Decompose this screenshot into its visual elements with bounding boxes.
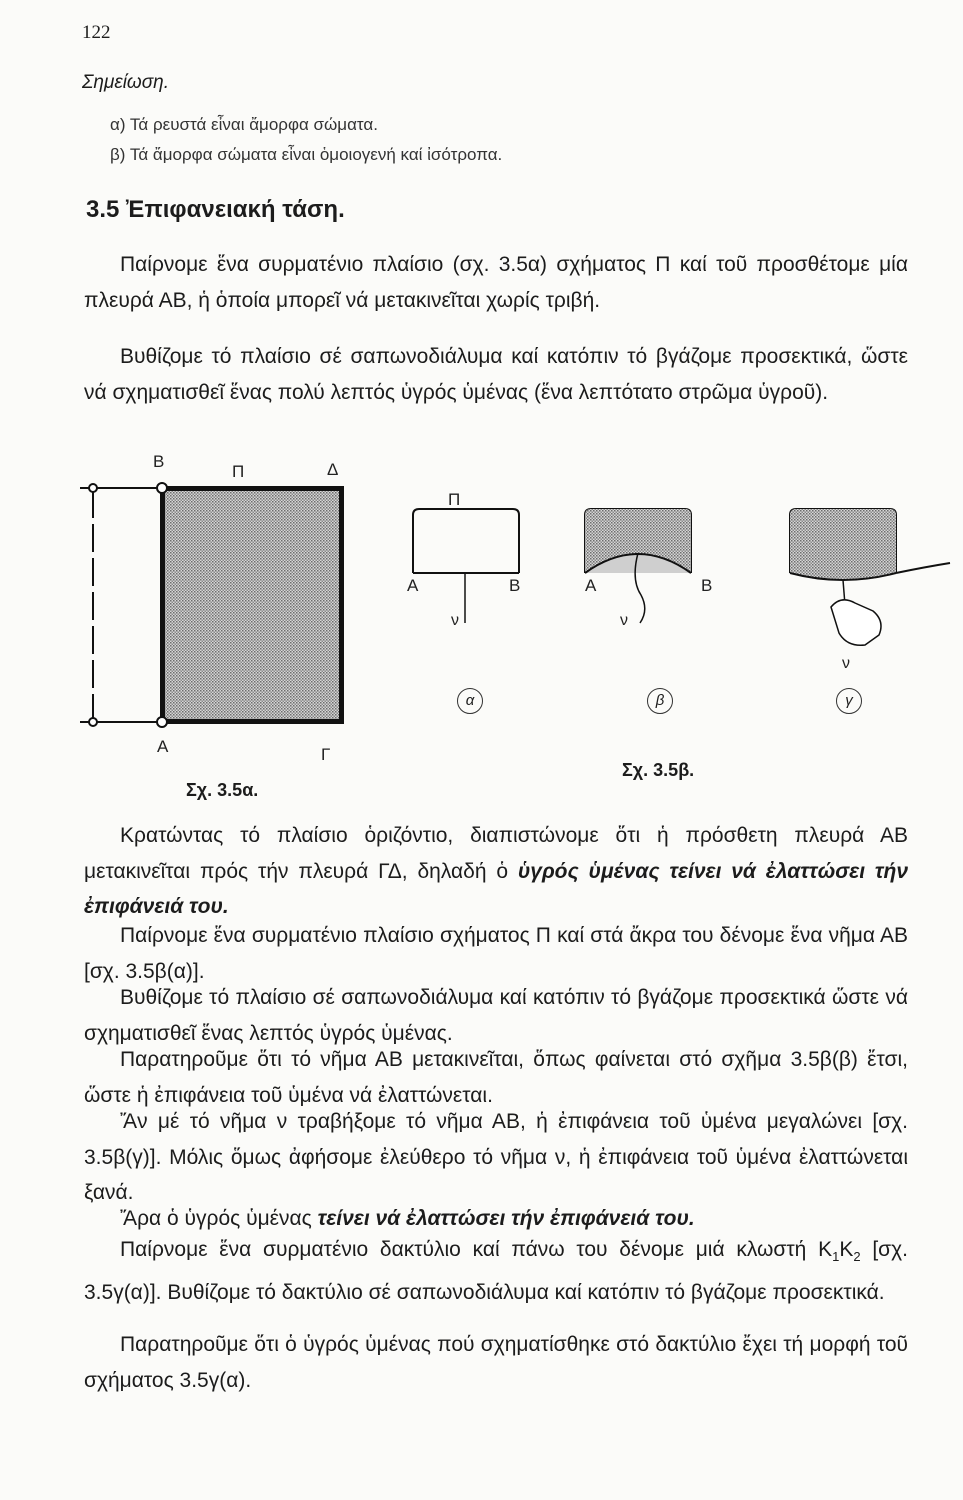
emphasis-text: τείνει νά ἐλαττώσει τήν ἐπιφάνειά του. xyxy=(317,1207,695,1230)
note-item: β) Τά ἄμορφα σώματα εἶναι ὁμοιογενή καί ἰσότροπα. xyxy=(110,145,503,164)
label-g: Γ xyxy=(321,745,331,764)
paragraph xyxy=(84,1232,908,1310)
text-run: Κρατώντας τό πλαίσιο ὁριζόντιο, διαπιστώνομε ὅτι ἡ πρόσθετη πλευρά ΑΒ μετακινεῖται πρός τήν πλευρά ΓΔ, δηλαδή ὁ xyxy=(84,824,908,883)
label-v: ν xyxy=(620,612,628,629)
label-v: ν xyxy=(842,655,850,672)
subscript: 1 xyxy=(832,1249,840,1265)
emphasis-text: ὑγρός ὑμένας τείνει νά ἐλαττώσει τήν ἐπιφάνειά του. xyxy=(84,859,908,918)
note-title: Σημείωση. xyxy=(82,72,170,93)
hand xyxy=(831,600,881,645)
label-p: Π xyxy=(448,490,461,509)
figure-caption: Σχ. 3.5α. xyxy=(186,780,259,800)
label-a: Α xyxy=(407,576,419,595)
paragraph: Βυθίζομε τό πλαίσιο σέ σαπωνοδιάλυμα καί κατόπιν τό βγάζομε προσεκτικά, ὥστε νά σχηματισθεῖ ἕνας πολύ λεπτός ὑγρός ὑμένας (ἕνα λεπτότατο στρῶμα ὑγροῦ). xyxy=(84,345,908,404)
paragraph: Παίρνομε ἕνα συρματένιο πλαίσιο σχήματος Π καί στά ἄκρα του δένομε ἕνα νῆμα ΑΒ [σχ. 3.5β(α)]. xyxy=(84,924,908,983)
paragraph: Παρατηροῦμε ὅτι τό νῆμα ΑΒ μετακινεῖται, ὅπως φαίνεται στό σχῆμα 3.5β(β) ἔτσι, ὥστε ἡ ἐπιφάνεια τοῦ ὑμένα νά ἐλαττώνεται. xyxy=(84,1048,908,1107)
figure-caption: Σχ. 3.5β. xyxy=(622,760,695,780)
text-run: Κ xyxy=(839,1238,854,1261)
label-v: ν xyxy=(451,612,459,629)
sub-figure-label: α xyxy=(457,688,483,714)
label-b: Β xyxy=(509,576,521,595)
text-run: Παίρνομε ἕνα συρματένιο δακτύλιο καί πάνω του δένομε μιά κλωστή Κ xyxy=(120,1238,833,1261)
sub-figure-label: β xyxy=(647,688,673,714)
sub-figure-label: γ xyxy=(836,688,862,714)
text-run: Ἄρα ὁ ὑγρός ὑμένας xyxy=(120,1207,318,1230)
paragraph: Βυθίζομε τό πλαίσιο σέ σαπωνοδιάλυμα καί κατόπιν τό βγάζομε προσεκτικά ὥστε νά σχηματισθεῖ ἕνας λεπτός ὑγρός ὑμένας. xyxy=(84,986,908,1045)
joint xyxy=(157,483,167,493)
joint xyxy=(157,717,167,727)
paragraph xyxy=(84,818,908,925)
page-number: 122 xyxy=(82,22,111,43)
label-a: Α xyxy=(157,737,169,756)
section-heading: 3.5 Ἐπιφανειακή τάση. xyxy=(86,196,345,223)
paragraph: Παίρνομε ἕνα συρματένιο πλαίσιο (σχ. 3.5α) σχήματος Π καί τοῦ προσθέτομε μία πλευρά ΑΒ, ἡ ὁποία μπορεῖ νά μετακινεῖται χωρίς τριβή. xyxy=(84,253,908,312)
text-run: [σχ. 3.5γ(α)]. Βυθίζομε τό δακτύλιο σέ σαπωνοδιάλυμα καί κατόπιν τό βγάζομε προσεκτικά. xyxy=(84,1238,908,1304)
figure-3-5a xyxy=(80,450,350,750)
thread-tail xyxy=(896,563,950,573)
label-b: Β xyxy=(153,452,165,471)
soap-film xyxy=(164,490,340,720)
paragraph: Παρατηροῦμε ὅτι ὁ ὑγρός ὑμένας πού σχηματίσθηκε στό δακτύλιο ἔχει τή μορφή τοῦ σχήματος 3.5γ(α). xyxy=(84,1333,908,1392)
joint xyxy=(89,718,97,726)
subscript: 2 xyxy=(853,1249,861,1265)
label-a: Α xyxy=(585,576,597,595)
joint xyxy=(89,484,97,492)
label-p: Π xyxy=(232,462,245,481)
figure-3-5b xyxy=(395,495,955,695)
frame-a xyxy=(413,509,519,573)
film-g xyxy=(790,509,896,580)
paragraph: Ἄν μέ τό νῆμα ν τραβήξομε τό νῆμα ΑΒ, ἡ ἐπιφάνεια τοῦ ὑμένα μεγαλώνει [σχ. 3.5β(γ)]. Μόλις ὅμως ἀφήσομε ἐλεύθερο τό νῆμα ν, ἡ ἐπιφάνεια τοῦ ὑμένα ἐλαττώνεται ξανά. xyxy=(84,1110,908,1204)
note-item: α) Τά ρευστά εἶναι ἄμορφα σώματα. xyxy=(110,115,378,134)
label-d: Δ xyxy=(327,460,339,479)
label-b: Β xyxy=(701,576,713,595)
